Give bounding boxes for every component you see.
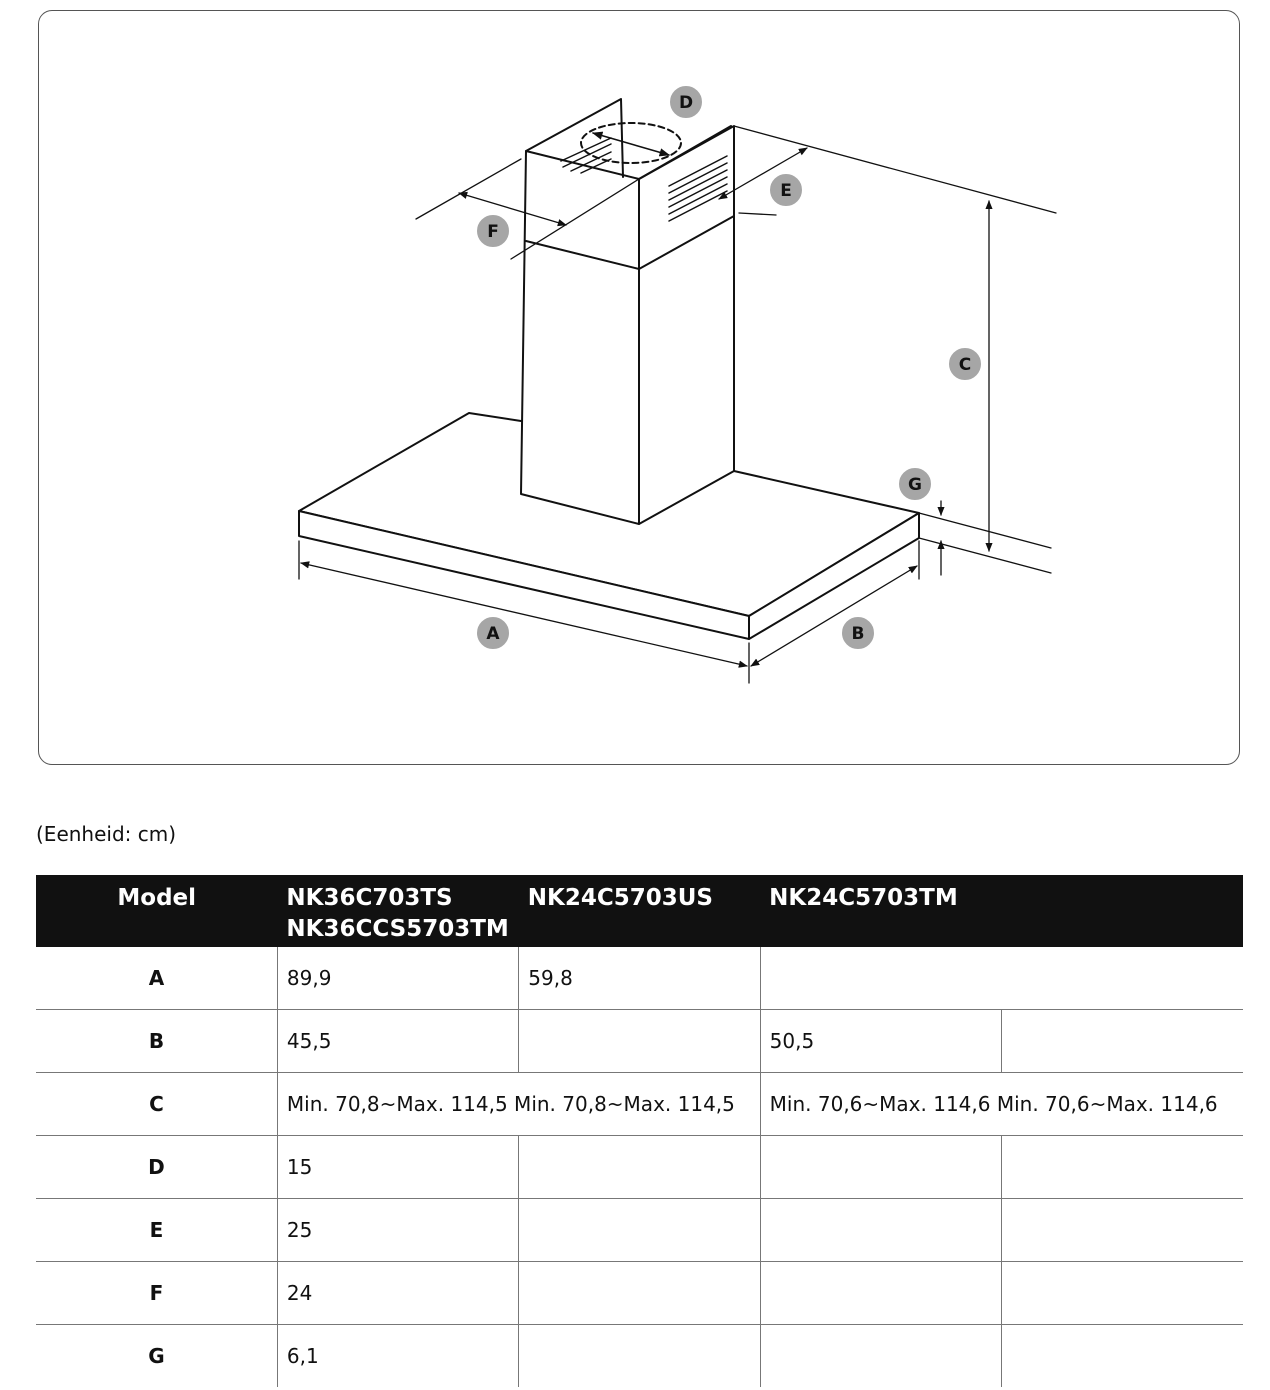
table-header-row — [36, 875, 1243, 947]
header-col3: NK24C5703TM — [760, 875, 1001, 947]
table-cell: 59,8 — [519, 947, 760, 1010]
header-col1 — [277, 875, 518, 947]
table-row — [36, 1136, 1243, 1199]
header-col2: NK24C5703US — [519, 875, 760, 947]
diagram-frame — [38, 10, 1240, 765]
duct-outline — [581, 123, 681, 163]
svg-text:F: F — [487, 222, 499, 242]
table-cell — [519, 1010, 760, 1073]
table-cell: 89,9 — [277, 947, 518, 1010]
table-cell — [519, 1199, 760, 1262]
table-cell — [760, 1199, 1001, 1262]
table-cell: 24 — [277, 1262, 518, 1325]
table-cell — [760, 1325, 1001, 1388]
header-col1-line2: NK36CCS5703TM — [286, 916, 509, 942]
svg-text:C: C — [958, 355, 972, 375]
svg-text:G: G — [908, 475, 922, 495]
row-label: D — [36, 1136, 277, 1199]
label-a — [476, 616, 510, 650]
header-col1-line1: NK36C703TS — [286, 885, 453, 911]
dimensions-table — [36, 875, 1243, 1387]
table-row — [36, 1199, 1243, 1262]
table-cell: 6,1 — [277, 1325, 518, 1388]
table-cell — [760, 1136, 1001, 1199]
svg-text:D: D — [678, 93, 694, 113]
table-cell — [760, 1262, 1001, 1325]
table-cell: 25 — [277, 1199, 518, 1262]
label-d — [669, 85, 703, 119]
header-model: Model — [36, 875, 277, 947]
row-label: A — [36, 947, 277, 1010]
row-label: B — [36, 1010, 277, 1073]
label-e — [769, 173, 803, 207]
label-f — [476, 214, 510, 248]
table-cell: 15 — [277, 1136, 518, 1199]
row-label: E — [36, 1199, 277, 1262]
table-cell: 50,5 — [760, 1010, 1001, 1073]
table-cell: Min. 70,8~Max. 114,5 Min. 70,8~Max. 114,5 — [277, 1073, 760, 1136]
table-cell — [760, 947, 1243, 1010]
row-label: C — [36, 1073, 277, 1136]
table-cell — [519, 1325, 760, 1388]
table-row — [36, 1010, 1243, 1073]
table-cell — [1002, 1325, 1243, 1388]
unit-note: (Eenheid: cm) — [36, 822, 177, 846]
row-label: G — [148, 1344, 165, 1368]
svg-text:A: A — [486, 624, 500, 644]
table-cell — [1002, 1262, 1243, 1325]
svg-text:B: B — [851, 624, 865, 644]
table-cell — [519, 1136, 760, 1199]
table-row — [36, 1325, 1243, 1388]
table-cell — [1002, 1010, 1243, 1073]
label-c — [948, 347, 982, 381]
label-b — [841, 616, 875, 650]
table-cell — [1002, 1199, 1243, 1262]
table-row — [36, 947, 1243, 1010]
table-cell: Min. 70,6~Max. 114,6 Min. 70,6~Max. 114,6 — [760, 1073, 1243, 1136]
svg-text:E: E — [780, 181, 792, 201]
table-cell — [1002, 1136, 1243, 1199]
table-row — [36, 1073, 1243, 1136]
table-cell: 45,5 — [277, 1010, 518, 1073]
range-hood-diagram — [1, 1, 1270, 781]
table-cell — [519, 1262, 760, 1325]
row-label: F — [36, 1262, 277, 1325]
table-row — [36, 1262, 1243, 1325]
header-col4 — [1002, 875, 1243, 947]
dim-line-d — [593, 133, 669, 155]
label-g — [898, 467, 932, 501]
